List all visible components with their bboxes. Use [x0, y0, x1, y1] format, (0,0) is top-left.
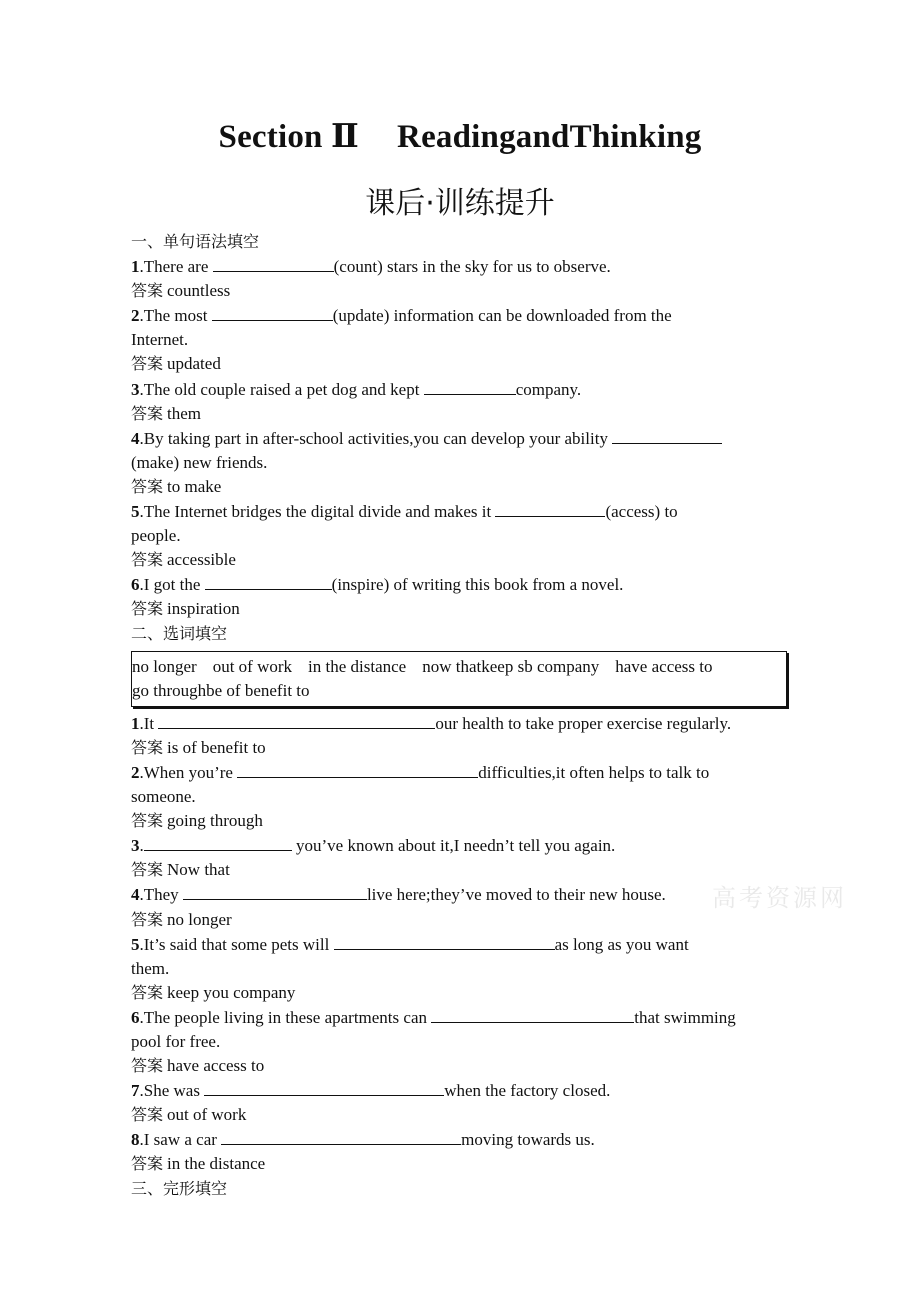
title-topic: ReadingandThinking: [397, 119, 702, 155]
answer-label: 答案: [131, 550, 164, 570]
word-option: no longer: [132, 656, 197, 676]
answer-label: 答案: [131, 281, 164, 301]
answer-blank[interactable]: [431, 1005, 634, 1023]
word-option: in the distance: [308, 656, 407, 676]
answer-text: keep you company: [167, 982, 296, 1002]
question-number: 2: [131, 762, 140, 782]
answer-label: 答案: [131, 860, 164, 880]
answer-label: 答案: [131, 476, 164, 496]
s1-question-5: 5.The Internet bridges the digital divide and makes it (access) to people. 答案 accessible: [131, 499, 781, 572]
word-option: go throughbe of benefit to: [132, 680, 310, 700]
answer-label: 答案: [131, 982, 164, 1002]
question-number: 6: [131, 1007, 140, 1027]
s2-question-3: 3. you’ve known about it,I needn’t tell you again. 答案 Now that: [131, 833, 781, 882]
question-number: 7: [131, 1081, 140, 1101]
question-number: 5: [131, 502, 140, 522]
s2-question-4: 4.They live here;they’ve moved to their new house. 答案 no longer: [131, 882, 781, 931]
s2-question-6: 6.The people living in these apartments can that swimming pool for free. 答案 have access to: [131, 1005, 781, 1078]
answer-blank[interactable]: [204, 1078, 444, 1096]
question-number: 2: [131, 306, 140, 326]
answer-label: 答案: [131, 811, 164, 831]
answer-text: countless: [167, 281, 231, 301]
answer-blank[interactable]: [212, 303, 333, 321]
answer-label: 答案: [131, 1154, 164, 1174]
answer-text: accessible: [167, 550, 236, 570]
question-number: 3: [131, 379, 140, 399]
watermark: 高考资源网: [712, 884, 847, 912]
answer-label: 答案: [131, 1105, 164, 1125]
answer-text: have access to: [167, 1056, 265, 1076]
s2-question-2: 2.When you’re difficulties,it often helps to talk to someone. 答案 going through: [131, 760, 781, 833]
page-title: [0, 116, 920, 156]
s1-question-2: 2.The most (update) information can be downloaded from the Internet. 答案 updated: [131, 303, 781, 376]
question-number: 4: [131, 885, 140, 905]
answer-blank[interactable]: [221, 1127, 461, 1145]
answer-text: to make: [167, 476, 222, 496]
word-box: [131, 651, 787, 707]
question-number: 4: [131, 428, 140, 448]
answer-label: 答案: [131, 599, 164, 619]
answer-text: no longer: [167, 909, 232, 929]
answer-text: out of work: [167, 1105, 247, 1125]
s2-question-1: 1.It our health to take proper exercise regularly. 答案 is of benefit to: [131, 711, 781, 760]
s1-question-6: 6.I got the (inspire) of writing this book from a novel. 答案 inspiration: [131, 572, 781, 621]
answer-blank[interactable]: [334, 932, 555, 950]
section3-heading: 三、完形填空: [131, 1178, 228, 1198]
answer-label: 答案: [131, 403, 164, 423]
question-number: 8: [131, 1130, 140, 1150]
s2-question-5: 5.It’s said that some pets will as long as you want them. 答案 keep you company: [131, 932, 781, 1005]
answer-text: going through: [167, 811, 263, 831]
answer-text: in the distance: [167, 1154, 266, 1174]
answer-blank[interactable]: [237, 760, 478, 778]
s1-question-1: 1.There are (count) stars in the sky for us to observe. 答案 countless: [131, 254, 781, 303]
answer-blank[interactable]: [158, 711, 435, 729]
answer-label: 答案: [131, 909, 164, 929]
answer-text: updated: [167, 354, 221, 374]
title-section: Section Ⅱ: [218, 119, 360, 155]
answer-blank[interactable]: [424, 377, 516, 395]
answer-blank[interactable]: [144, 833, 292, 851]
answer-blank[interactable]: [213, 254, 334, 272]
word-option: have access to: [615, 656, 713, 676]
answer-label: 答案: [131, 354, 164, 374]
s2-question-7: 7.She was when the factory closed. 答案 out of work: [131, 1078, 781, 1127]
answer-text: inspiration: [167, 599, 240, 619]
page-subtitle: 课后·训练提升: [365, 186, 555, 221]
answer-label: 答案: [131, 1056, 164, 1076]
word-option: now thatkeep sb company: [422, 656, 600, 676]
question-number: 6: [131, 575, 140, 595]
answer-blank[interactable]: [495, 499, 605, 517]
question-number: 1: [131, 713, 140, 733]
exercise-content: [131, 230, 781, 1201]
answer-text: them: [167, 403, 202, 423]
answer-text: Now that: [167, 860, 230, 880]
s1-question-3: 3.The old couple raised a pet dog and kept company. 答案 them: [131, 377, 781, 426]
answer-blank[interactable]: [183, 882, 367, 900]
question-number: 1: [131, 257, 140, 277]
question-number: 3: [131, 836, 140, 856]
answer-label: 答案: [131, 737, 164, 757]
answer-blank[interactable]: [205, 572, 332, 590]
section2-heading: 二、选词填空: [131, 623, 228, 643]
s2-question-8: 8.I saw a car moving towards us. 答案 in the distance: [131, 1127, 781, 1176]
answer-text: is of benefit to: [167, 737, 266, 757]
s1-question-4: 4.By taking part in after-school activities,you can develop your ability (make) new friends. 答案 to make: [131, 426, 781, 499]
question-number: 5: [131, 934, 140, 954]
word-option: out of work: [212, 656, 293, 676]
section1-heading: 一、单句语法填空: [131, 232, 260, 251]
answer-blank[interactable]: [612, 426, 722, 444]
